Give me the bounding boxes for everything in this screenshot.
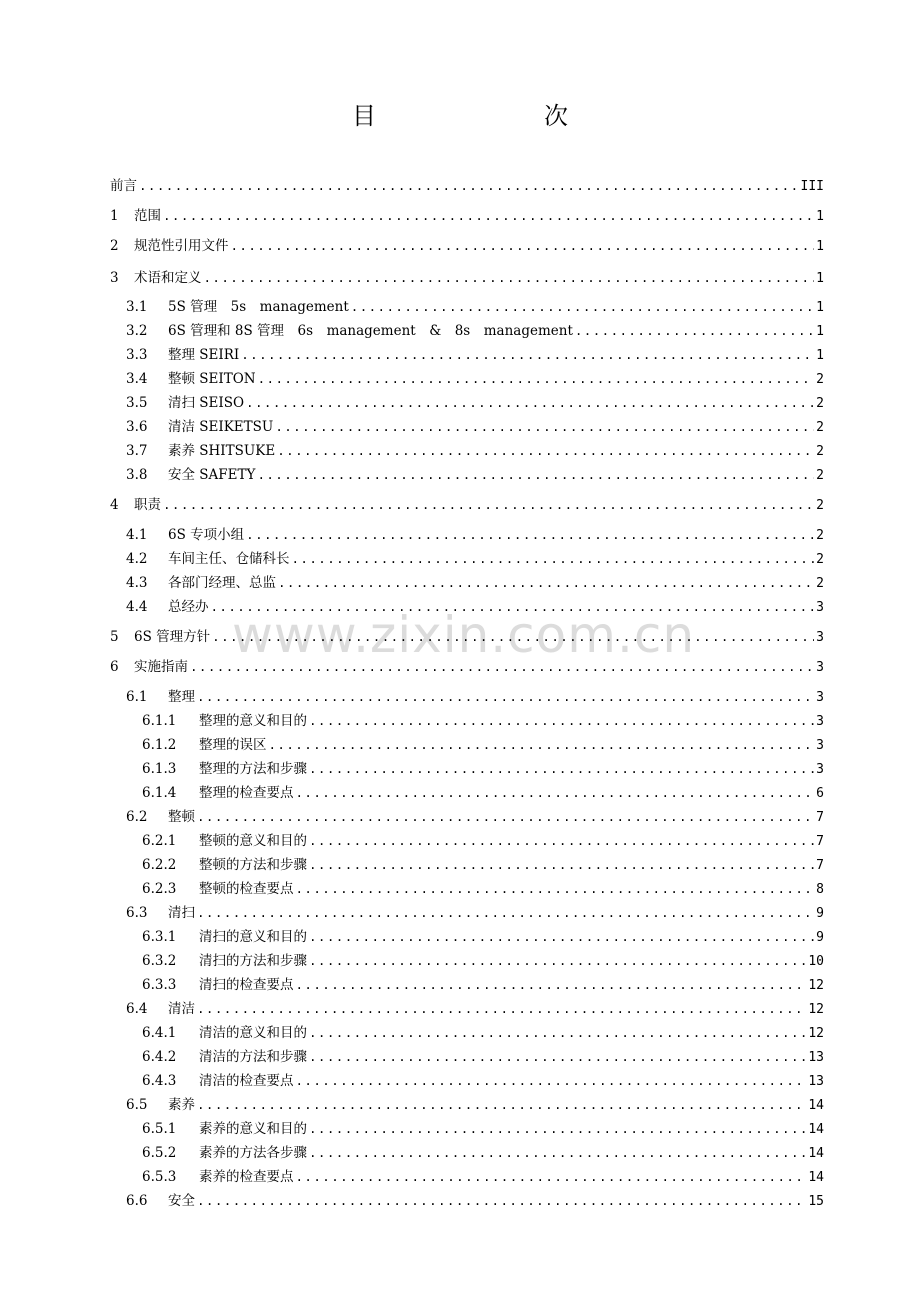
toc-entry[interactable]: [142, 975, 824, 995]
dot-leader: [309, 759, 814, 779]
dot-leader: [309, 831, 814, 851]
toc-entry-page: 13: [808, 1050, 824, 1065]
toc-entry[interactable]: [126, 903, 824, 923]
toc-entry-label: 范围: [134, 208, 161, 224]
toc-entry[interactable]: [110, 176, 824, 196]
toc-entry-page: 2: [816, 576, 824, 591]
dot-leader: [211, 597, 815, 617]
toc-entry-label: 清洁的检查要点: [199, 1073, 294, 1089]
toc-entry-number: 6.1.3: [142, 761, 177, 777]
toc-entry-page: 14: [808, 1170, 824, 1185]
toc-entry-number: 2: [110, 238, 119, 254]
toc-entry-number: 3.6: [126, 419, 148, 435]
toc-entry-page: 9: [816, 906, 824, 921]
dot-leader: [296, 783, 815, 803]
toc-entry-label: 前言: [110, 178, 137, 194]
dot-leader: [246, 393, 814, 413]
toc-entry-label: 总经办: [168, 599, 209, 615]
toc-entry-page: 7: [816, 810, 824, 825]
dot-leader: [163, 495, 814, 515]
toc-entry-number: 6.4.2: [142, 1049, 177, 1065]
toc-entry-number: 6.2.2: [142, 857, 177, 873]
toc-entry[interactable]: [126, 441, 824, 461]
toc-entry-number: 4: [110, 497, 119, 513]
toc-entry-label: 整理的意义和目的: [199, 713, 307, 729]
dot-leader: [241, 345, 814, 365]
toc-entry-page: 2: [816, 552, 824, 567]
page-title: 目 次: [352, 102, 608, 130]
toc-entry[interactable]: [142, 735, 824, 755]
dot-leader: [296, 879, 815, 899]
toc-entry[interactable]: [142, 711, 824, 731]
toc-entry-page: 12: [808, 1002, 824, 1017]
toc-entry-label: 素养的检查要点: [199, 1169, 294, 1185]
toc-entry[interactable]: [126, 321, 824, 341]
toc-entry-page: 7: [816, 834, 824, 849]
toc-entry-label: 素养 SHITSUKE: [168, 443, 276, 459]
toc-entry[interactable]: [126, 549, 824, 569]
toc-entry-page: 2: [816, 396, 824, 411]
toc-entry-label: 素养: [168, 1097, 195, 1113]
toc-entry-number: 6.2.1: [142, 833, 177, 849]
toc-entry-number: 6.1.4: [142, 785, 177, 801]
toc-entry-page: 1: [816, 300, 824, 315]
dot-leader: [197, 1191, 806, 1211]
toc-entry-number: 6.5.3: [142, 1169, 177, 1185]
toc-entry-label: 清扫的意义和目的: [199, 929, 307, 945]
toc-entry[interactable]: [126, 573, 824, 593]
toc-entry-page: 3: [816, 660, 824, 675]
toc-entry-label: 6S 管理和 8S 管理 6s management & 8s management: [168, 323, 573, 339]
toc-entry-number: 3.1: [126, 299, 148, 315]
toc-entry-number: 3.2: [126, 323, 148, 339]
toc-entry-number: 3.8: [126, 467, 148, 483]
toc-entry-number: 4.1: [126, 527, 148, 543]
toc-entry-number: 6.5.2: [142, 1145, 177, 1161]
toc-entry[interactable]: [126, 597, 824, 617]
dot-leader: [246, 525, 814, 545]
toc-entry-label: 整理: [168, 689, 195, 705]
toc-entry-page: 2: [816, 420, 824, 435]
toc-entry-page: 14: [808, 1098, 824, 1113]
toc-entry-number: 3.3: [126, 347, 148, 363]
toc-entry[interactable]: [142, 1119, 824, 1139]
dot-leader: [309, 1119, 806, 1139]
toc-entry-number: 6.6: [126, 1193, 148, 1209]
toc-entry-label: 清洁: [168, 1001, 195, 1017]
dot-leader: [309, 1143, 806, 1163]
toc-entry-page: 3: [816, 714, 824, 729]
dot-leader: [269, 735, 815, 755]
toc-entry-page: 7: [816, 858, 824, 873]
toc-entry-page: 3: [816, 738, 824, 753]
toc-entry-label: 整顿 SEITON: [168, 371, 256, 387]
toc-entry-page: 2: [816, 498, 824, 513]
toc-entry-label: 整理的检查要点: [199, 785, 294, 801]
toc-entry-label: 车间主任、仓储科长: [168, 551, 290, 567]
toc-entry-label: 整顿的意义和目的: [199, 833, 307, 849]
toc-entry-page: 2: [816, 468, 824, 483]
dot-leader: [278, 573, 814, 593]
dot-leader: [309, 1047, 806, 1067]
toc-entry-label: 素养的方法各步骤: [199, 1145, 307, 1161]
toc-entry[interactable]: [142, 831, 824, 851]
toc-entry-page: 15: [808, 1194, 824, 1209]
toc-entry-label: 整顿的检查要点: [199, 881, 294, 897]
toc-entry-label: 清洁 SEIKETSU: [168, 419, 274, 435]
toc-entry-page: 9: [816, 930, 824, 945]
dot-leader: [309, 1023, 806, 1043]
dot-leader: [231, 236, 815, 256]
toc-entry-page: 14: [808, 1122, 824, 1137]
toc-entry-number: 6.1.1: [142, 713, 177, 729]
toc-entry-label: 清扫: [168, 905, 195, 921]
dot-leader: [258, 369, 815, 389]
toc-entry[interactable]: [126, 807, 824, 827]
dot-leader: [257, 465, 814, 485]
toc-entry-label: 6S 专项小组: [168, 527, 245, 543]
dot-leader: [204, 268, 815, 288]
dot-leader: [296, 1071, 807, 1091]
toc-entry-page: 10: [808, 954, 824, 969]
toc-entry-number: 6.5: [126, 1097, 148, 1113]
dot-leader: [292, 549, 815, 569]
toc-entry-page: 1: [816, 239, 824, 254]
toc-entry-page: 3: [816, 762, 824, 777]
toc-entry-label: 清洁的意义和目的: [199, 1025, 307, 1041]
toc-entry-number: 3.4: [126, 371, 148, 387]
toc-entry[interactable]: [126, 1191, 824, 1211]
toc-entry[interactable]: [142, 759, 824, 779]
toc-entry[interactable]: [142, 855, 824, 875]
toc-entry-number: 6.4: [126, 1001, 148, 1017]
toc-entry-label: 素养的意义和目的: [199, 1121, 307, 1137]
dot-leader: [309, 951, 806, 971]
toc-entry-label: 安全: [168, 1193, 195, 1209]
toc-entry-label: 清扫 SEISO: [168, 395, 245, 411]
toc-entry[interactable]: [142, 1047, 824, 1067]
toc-entry-label: 整顿的方法和步骤: [199, 857, 307, 873]
toc-entry-number: 3: [110, 270, 119, 286]
toc-entry[interactable]: [142, 1167, 824, 1187]
toc-entry-page: 8: [816, 882, 824, 897]
toc-entry-page: 1: [816, 209, 824, 224]
toc-entry[interactable]: [142, 1143, 824, 1163]
dot-leader: [212, 627, 814, 647]
toc-entry-page: 1: [816, 324, 824, 339]
toc-entry[interactable]: [126, 525, 824, 545]
toc-entry-page: 3: [816, 600, 824, 615]
dot-leader: [197, 1095, 806, 1115]
toc-entry[interactable]: [142, 1071, 824, 1091]
toc-entry-number: 6.4.3: [142, 1073, 177, 1089]
toc-entry-label: 清洁的方法和步骤: [199, 1049, 307, 1065]
toc-entry[interactable]: [126, 1095, 824, 1115]
toc-entry-page: 1: [816, 348, 824, 363]
toc-entry[interactable]: [110, 206, 824, 226]
dot-leader: [309, 855, 814, 875]
toc-entry-page: III: [800, 179, 824, 194]
toc-entry-page: 2: [816, 528, 824, 543]
toc-entry-page: 2: [816, 372, 824, 387]
toc-entry[interactable]: [126, 393, 824, 413]
toc-entry-page: 3: [816, 690, 824, 705]
dot-leader: [309, 927, 814, 947]
toc-entry-number: 6.3: [126, 905, 148, 921]
toc-entry-label: 整理的方法和步骤: [199, 761, 307, 777]
dot-leader: [163, 206, 814, 226]
dot-leader: [277, 441, 814, 461]
dot-leader: [190, 657, 814, 677]
toc-entry-number: 3.5: [126, 395, 148, 411]
toc-entry-label: 规范性引用文件: [134, 238, 229, 254]
toc-entry[interactable]: [110, 495, 824, 515]
toc-entry[interactable]: [126, 297, 824, 317]
dot-leader: [296, 975, 807, 995]
toc-entry-label: 术语和定义: [134, 270, 202, 286]
toc-entry-page: 2: [816, 444, 824, 459]
toc-entry-label: 整理的误区: [199, 737, 267, 753]
toc-entry-page: 13: [808, 1074, 824, 1089]
toc-entry[interactable]: [126, 687, 824, 707]
toc-entry-number: 6.3.3: [142, 977, 177, 993]
toc-entry-number: 6.3.2: [142, 953, 177, 969]
toc-entry-label: 实施指南: [134, 659, 188, 675]
toc-entry-label: 职责: [134, 497, 161, 513]
toc-entry-page: 1: [816, 271, 824, 286]
toc-entry-number: 6.5.1: [142, 1121, 177, 1137]
toc-entry-label: 清扫的检查要点: [199, 977, 294, 993]
toc-entry-page: 6: [816, 786, 824, 801]
toc-entry[interactable]: [142, 927, 824, 947]
toc-entry[interactable]: [126, 465, 824, 485]
toc-entry-number: 6.2: [126, 809, 148, 825]
toc-entry[interactable]: [110, 657, 824, 677]
toc-entry-number: 3.7: [126, 443, 148, 459]
toc-entry-label: 6S 管理方针: [134, 629, 211, 645]
toc-entry-page: 3: [816, 630, 824, 645]
dot-leader: [197, 999, 806, 1019]
toc-entry-label: 清扫的方法和步骤: [199, 953, 307, 969]
toc-entry-number: 6.3.1: [142, 929, 177, 945]
toc-entry[interactable]: [142, 879, 824, 899]
watermark: www.zixin.com.cn: [232, 606, 696, 664]
dot-leader: [296, 1167, 807, 1187]
toc-entry-number: 4.4: [126, 599, 148, 615]
toc-entry-page: 14: [808, 1146, 824, 1161]
toc-entry-number: 6.4.1: [142, 1025, 177, 1041]
toc-entry-page: 12: [808, 978, 824, 993]
dot-leader: [197, 687, 814, 707]
toc-entry-number: 6: [110, 659, 119, 675]
dot-leader: [197, 903, 814, 923]
toc-entry-label: 整顿: [168, 809, 195, 825]
toc-entry-number: 1: [110, 208, 119, 224]
toc-entry-number: 4.2: [126, 551, 148, 567]
dot-leader: [275, 417, 814, 437]
toc-entry[interactable]: [142, 1023, 824, 1043]
toc-entry[interactable]: [110, 627, 824, 647]
toc-entry-number: 6.1.2: [142, 737, 177, 753]
toc-entry-label: 安全 SAFETY: [168, 467, 256, 483]
toc-entry[interactable]: [126, 999, 824, 1019]
dot-leader: [139, 176, 799, 196]
toc-entry[interactable]: [110, 268, 824, 288]
toc-entry-number: 4.3: [126, 575, 148, 591]
toc-entry-label: 整理 SEIRI: [168, 347, 240, 363]
toc-entry[interactable]: [126, 369, 824, 389]
dot-leader: [575, 321, 814, 341]
dot-leader: [197, 807, 814, 827]
toc-entry-number: 6.1: [126, 689, 148, 705]
toc-entry[interactable]: [126, 345, 824, 365]
toc-entry[interactable]: [142, 783, 824, 803]
dot-leader: [351, 297, 814, 317]
toc-entry-label: 5S 管理 5s management: [168, 299, 349, 315]
toc-entry[interactable]: [142, 951, 824, 971]
toc-entry-page: 12: [808, 1026, 824, 1041]
toc-entry-number: 6.2.3: [142, 881, 177, 897]
toc-entry[interactable]: [110, 236, 824, 256]
toc-entry-label: 各部门经理、总监: [168, 575, 276, 591]
toc-entry[interactable]: [126, 417, 824, 437]
dot-leader: [309, 711, 814, 731]
toc-entry-number: 5: [110, 629, 119, 645]
